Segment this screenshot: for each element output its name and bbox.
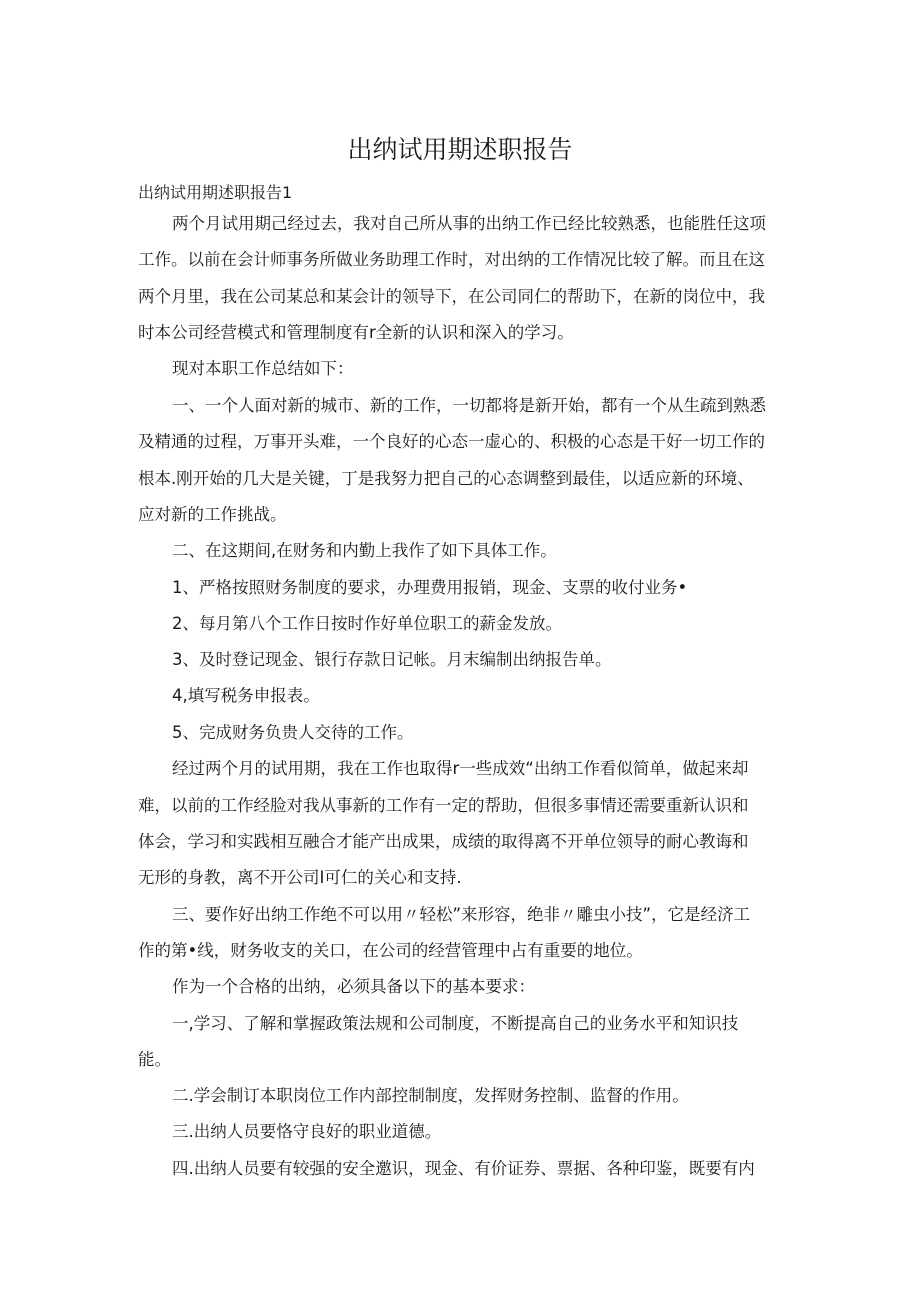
body-line: 经过两个月的试用期，我在工作也取得r一些成效“出纳工作看似简单，做起来却 [172,759,749,778]
body-line: 无形的身教，离不开公司I可仁的关心和支持. [138,868,462,887]
body-line: 2、每月第八个工作日按时作好单位职工的薪金发放。 [172,614,562,633]
body-line: 3、及时登记现金、银行存款日记帐。月末编制出纳报告单。 [172,650,612,669]
body-line: 工作。以前在会计师事务所做业务助理工作时，对出纳的工作情况比较了解。而且在这 [138,250,765,269]
body-line: 三、要作好出纳工作绝不可以用〃轻松”来形容，绝非〃雕虫小技”，它是经济工 [172,905,751,924]
body-line: 两个月里，我在公司某总和某会计的领导下，在公司同仁的帮助下，在新的岗位中，我 [138,287,765,306]
body-line: 及精通的过程，万事开头难，一个良好的心态一虚心的、积极的心态是干好一切工作的 [138,432,765,451]
body-line: 1、严格按照财务制度的要求，办理费用报销，现金、支票的收付业务• [172,578,688,597]
body-line: 四.出纳人员要有较强的安全邀识，现金、有价证券、票据、各种印鉴，既要有内 [172,1159,755,1178]
document-title: 出纳试用期述职报告 [347,135,573,164]
body-line: 时本公司经营模式和管理制度有r全新的认识和深入的学习。 [138,323,574,342]
body-line: 5、完成财务负贵人交待的工作。 [172,723,414,742]
body-line: 作为一个合格的出纳，必须具备以下的基本要求： [172,977,535,996]
document-subtitle: 出纳试用期述职报告1 [138,183,293,202]
body-line: 二、在这期间,在财务和内勤上我作了如下具体工作。 [172,541,557,560]
body-line: 能。 [138,1050,171,1069]
body-line: 现对本职工作总结如下： [172,359,354,378]
body-line: 根本.刚开始的几大是关键，丁是我努力把自己的心态调整到最佳，以适应新的环境、 [138,469,754,488]
body-line: 难，以前的工作经脸对我从事新的工作有一定的帮助，但很多事情还需要重新认识和 [138,796,749,815]
body-line: 一,学习、了解和掌握政策法规和公司制度，不断提高自己的业务水平和知识技 [172,1014,739,1033]
body-line: 两个月试用期己经过去，我对自己所从事的出纳工作已经比较熟悉，也能胜任这项 [172,214,766,233]
body-line: 4,填写税务申报表。 [172,686,320,705]
body-line: 一、一个人面对新的城市、新的工作，一切都将是新开始，都有一个从生疏到熟悉 [172,396,766,415]
body-line: 二.学会制订本职岗位工作内部控制制度，发挥财务控制、监督的作用。 [172,1086,689,1105]
body-line: 体会，学习和实践相互融合才能产出成果，成绩的取得离不开单位领导的耐心教诲和 [138,832,749,851]
body-line: 应对新的工作挑战。 [138,505,287,524]
body-line: 作的第•线，财务收支的关口，在公司的经营管理中占有重要的地位。 [138,941,643,960]
body-line: 三.出纳人员要恪守良好的职业道德。 [172,1122,442,1141]
